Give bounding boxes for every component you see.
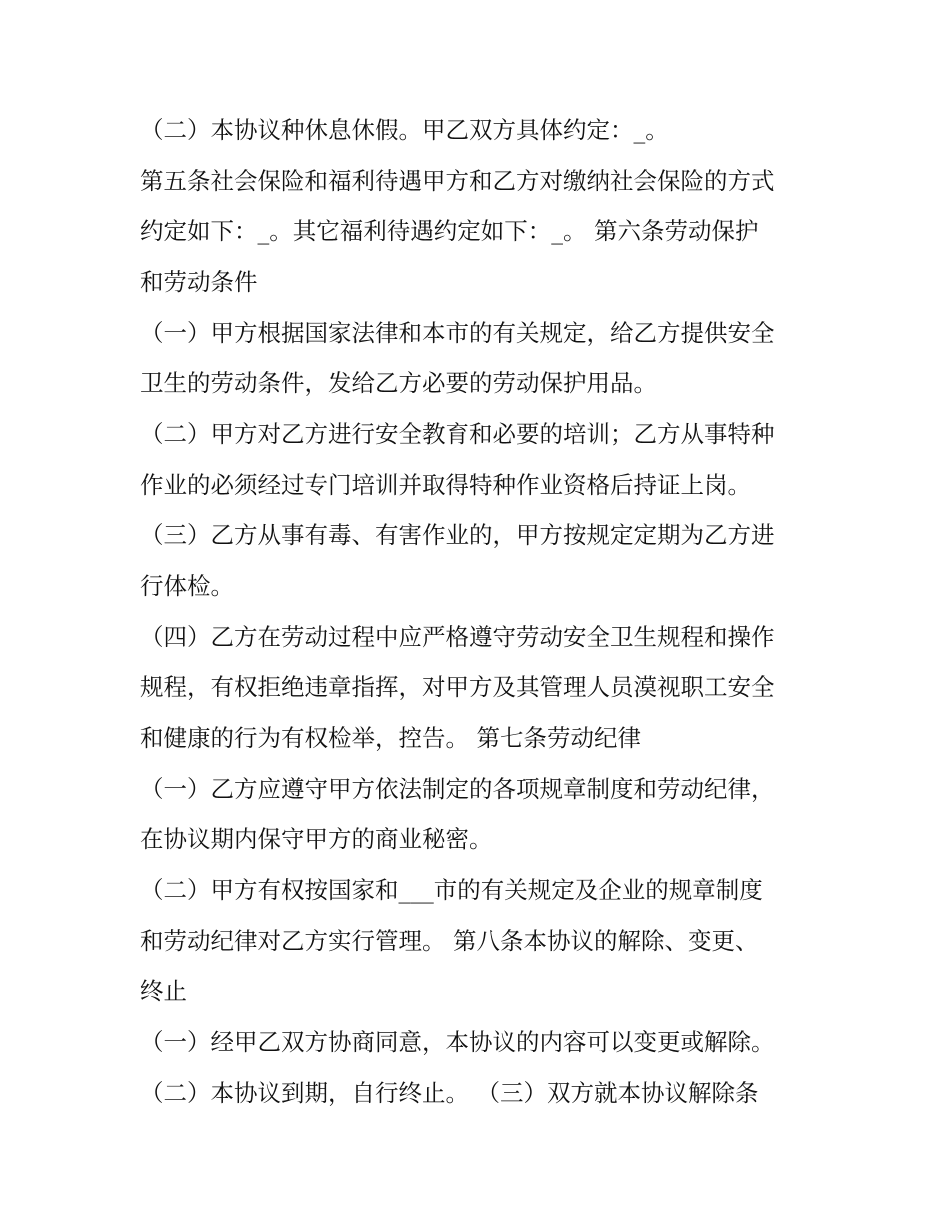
text-line: （二）本协议种休息休假。甲乙双方具体约定：_。 xyxy=(140,116,669,144)
text-line: 规程，有权拒绝违章指挥，对甲方及其管理人员漠视职工安全 xyxy=(140,673,775,701)
text-line: （二）甲方有权按国家和___市的有关规定及企业的规章制度 xyxy=(140,876,763,904)
text-line: （二）甲方对乙方进行安全教育和必要的培训；乙方从事特种 xyxy=(140,420,775,448)
text-line: 第五条社会保险和福利待遇甲方和乙方对缴纳社会保险的方式 xyxy=(140,167,775,195)
text-line: 行体检。 xyxy=(140,572,234,600)
text-line: （二）本协议到期，自行终止。 （三）双方就本协议解除条 xyxy=(140,1079,759,1107)
text-line: 约定如下：_。其它福利待遇约定如下：_。 第六条劳动保护 xyxy=(140,217,759,245)
text-line: 在协议期内保守甲方的商业秘密。 xyxy=(140,825,493,853)
text-line: 和健康的行为有权检举，控告。 第七条劳动纪律 xyxy=(140,724,641,752)
text-line: （四）乙方在劳动过程中应严格遵守劳动安全卫生规程和操作 xyxy=(140,623,775,651)
text-line: 和劳动纪律对乙方实行管理。 第八条本协议的解除、变更、 xyxy=(140,927,759,955)
text-line: （一）乙方应遵守甲方依法制定的各项规章制度和劳动纪律， xyxy=(140,775,775,803)
text-line: （一）经甲乙双方协商同意，本协议的内容可以变更或解除。 xyxy=(140,1028,775,1056)
text-line: 作业的必须经过专门培训并取得特种作业资格后持证上岗。 xyxy=(140,471,751,499)
text-line: （三）乙方从事有毒、有害作业的，甲方按规定定期为乙方进 xyxy=(140,521,775,549)
text-line: 和劳动条件 xyxy=(140,268,258,296)
text-line: 卫生的劳动条件，发给乙方必要的劳动保护用品。 xyxy=(140,369,657,397)
text-line: 终止 xyxy=(140,977,187,1005)
text-line: （一）甲方根据国家法律和本市的有关规定，给乙方提供安全 xyxy=(140,319,775,347)
